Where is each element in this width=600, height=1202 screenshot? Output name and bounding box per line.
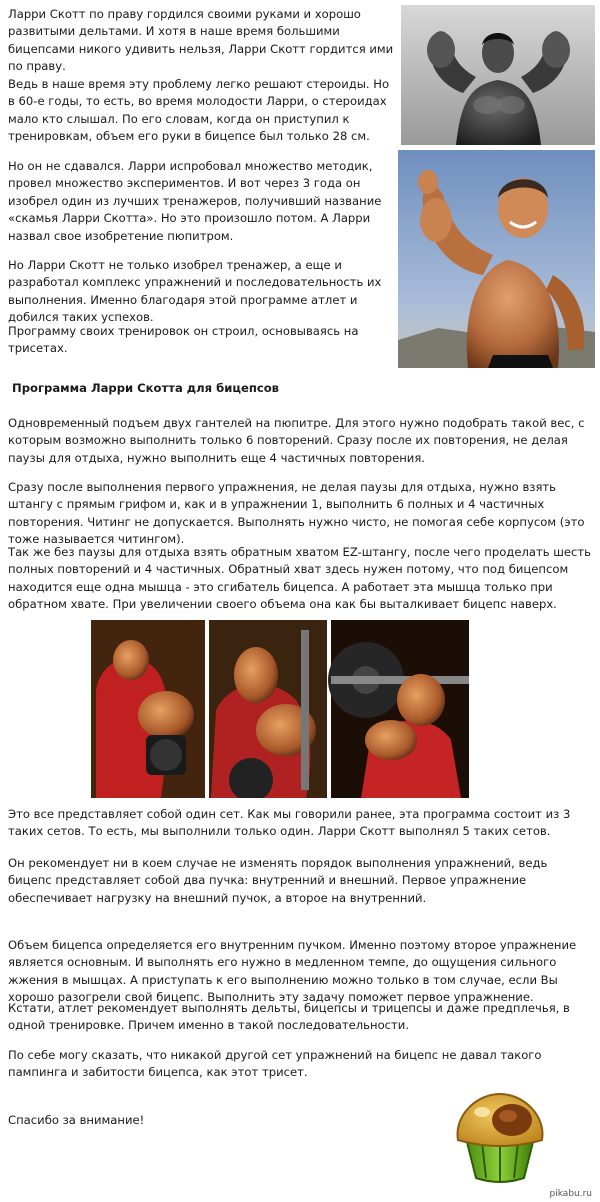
intro-paragraph-4: Но Ларри Скотт не только изобрел тренажер, а еще и разработал комплекс упражнений и последовательность их выполнения. Именно благодаря этой программе атлет и добился таких успехов. [8, 258, 382, 325]
thanks-text: Спасибо за внимание! [8, 1113, 145, 1127]
pikabu-watermark: pikabu.ru [549, 1189, 592, 1199]
muffin-icon [452, 1086, 548, 1186]
conclusion-paragraph-1: Это все представляет собой один сет. Как мы говорили ранее, эта программа состоит из 3 таких сетов. То есть, мы выполнили только один. Ларри Скотт выполнял 5 таких сетов. [8, 807, 571, 839]
intro-paragraph-3: Но он не сдавался. Ларри испробовал множество методик, провел множество экспериментов. И вот через 3 года он изобрел один из лучших тренажеров, получивший название «скамья Ларри Скотта». Но это произошло потом. А Ларри назвал свое изобретение пюпитром. [8, 159, 382, 243]
program-step-3: Так же без паузы для отдыха взять обратным хватом EZ-штангу, после чего проделать шесть полных повторений и 4 частичных. Обратный хват здесь нужен потому, что под бицепсом находится еще одна мышца - это сгибатель бицепса. А работает эта мышца только при обратном хвате. При увеличении своего объема она как бы выталкивает бицепс наверх. [8, 545, 591, 612]
intro-paragraph-1: Ларри Скотт по праву гордился своими руками и хорошо развитыми дельтами. И хотя в наше время большими бицепсами никого удивить нельзя, Ларри Скотт гордится ими по праву. [8, 7, 394, 74]
conclusion-paragraph-3: Объем бицепса определяется его внутренним пучком. Именно поэтому второе упражнение является основным. И выполнять его нужно в медленном темпе, до ощущения сильного жжения в мышцах. А приступать к его выполнению можно только в том случае, если Вы хорошо разогрели свой бицепс. Выполнить эту задачу поможет первое упражнение. [8, 938, 577, 1005]
conclusion-paragraph-4: Кстати, атлет рекомендует выполнять дельты, бицепсы и трицепсы и даже предплечья, в одной тренировке. Причем именно в такой последовательности. [8, 1001, 570, 1033]
conclusion-paragraph-2: Он рекомендует ни в коем случае не изменять порядок выполнения упражнений, ведь бицепс представляет собой два пучка: внутренний и внешний. Первое упражнение обеспечивает нагрузку на внешний пучок, а второе на внутренний. [8, 856, 548, 905]
conclusion-paragraph-5: По себе могу сказать, что никакой другой сет упражнений на бицепс не давал такого пампинга и забитости бицепса, как этот трисет. [8, 1048, 542, 1080]
intro-paragraph-2: Ведь в наше время эту проблему легко решают стероиды. Но в 60-е годы, то есть, во время молодости Ларри, о стероидах мало кто слышал. По его словам, когда он приступил к тренировкам, объем его руки в бицепсе был только 28 см. [8, 77, 390, 144]
bodybuilder-bw-photo [401, 5, 595, 145]
program-title: Программа Ларри Скотта для бицепсов [12, 381, 280, 395]
program-step-1: Одновременный подъем двух гантелей на пюпитре. Для этого нужно подобрать такой вес, с которым возможно выполнить только 6 повторений. Сразу после их повторения, не делая паузы для отдыха, нужно выполнить еще 4 частичных повторения. [8, 416, 585, 465]
bodybuilder-color-photo [398, 150, 595, 368]
intro-paragraph-5: Программу своих тренировок он строил, основываясь на трисетах. [8, 324, 359, 356]
exercise-photo-strip [91, 620, 469, 798]
program-step-2: Сразу после выполнения первого упражнения, не делая паузы для отдыха, нужно взять штангу с прямым грифом и, как и в упражнении 1, выполнить 6 полных и 4 частичных повторения. Читинг не допускается. Выполнять нужно чисто, не помогая себе корпусом (это тоже называется читингом). [8, 480, 585, 547]
